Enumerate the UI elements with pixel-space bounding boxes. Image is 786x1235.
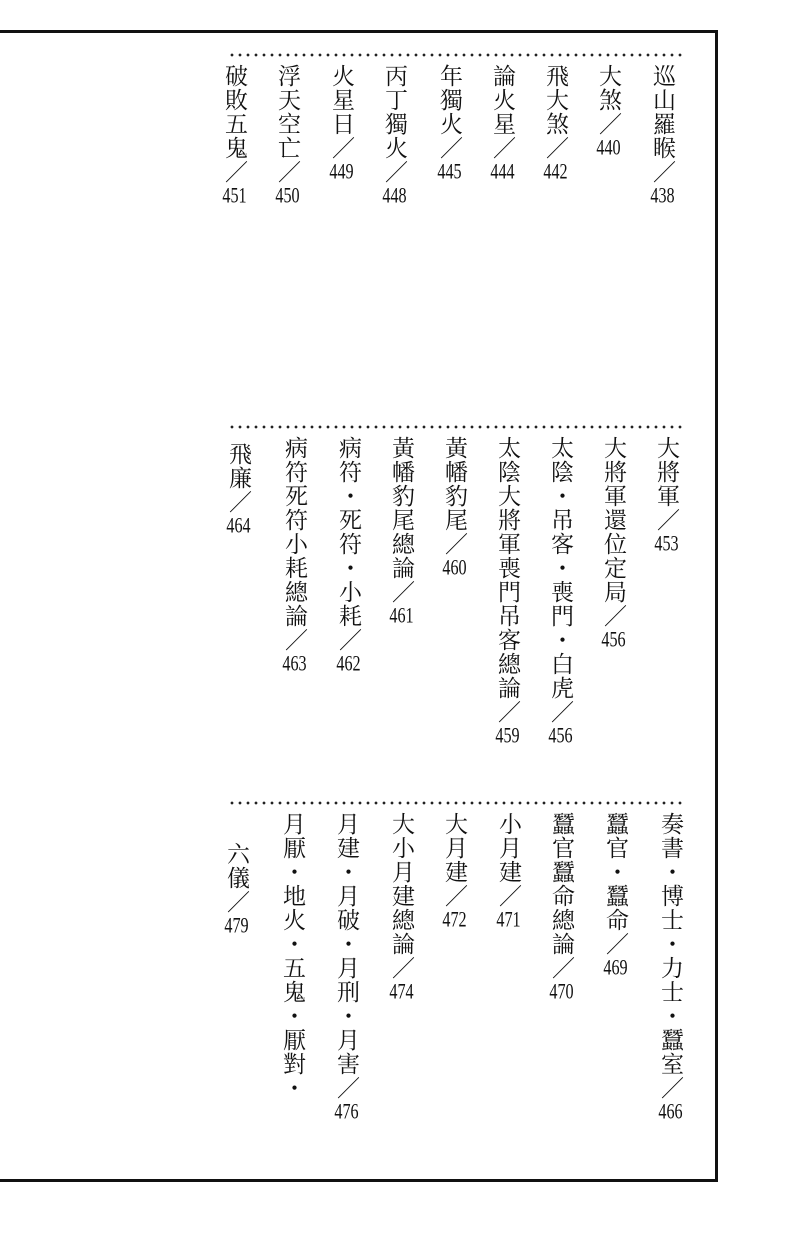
toc-entry[interactable]: [648, 64, 676, 206]
entry-title: 丙丁獨火: [381, 64, 407, 160]
toc-entry[interactable]: [435, 64, 463, 182]
toc-entry[interactable]: [380, 64, 408, 206]
toc-entry[interactable]: [278, 812, 306, 1100]
section-divider-2: [228, 424, 686, 430]
entry-title: 火星日: [328, 64, 354, 136]
slash: ／: [388, 956, 414, 980]
slash: ／: [649, 160, 675, 184]
toc-entry[interactable]: [656, 812, 684, 1122]
entry-title: 蠶官・蠶命: [602, 812, 628, 932]
toc-entry[interactable]: [488, 64, 516, 182]
page-number: 459: [495, 724, 520, 746]
page-number: 444: [490, 160, 515, 182]
entry-title: 奏書・博士・力士・蠶室: [657, 812, 683, 1076]
page-number: 445: [437, 160, 462, 182]
page-number: 462: [336, 652, 361, 674]
entry-title: 太陰・吊客・喪門・白虎: [547, 436, 573, 700]
toc-entry[interactable]: [332, 812, 360, 1122]
page-number: 464: [226, 514, 251, 536]
page-number: 469: [603, 956, 628, 978]
page-number: 449: [329, 160, 354, 182]
slash: ／: [595, 112, 621, 136]
entry-title: 病符死符小耗總論: [281, 436, 307, 628]
slash: ／: [333, 1076, 359, 1100]
entry-title: 小月建: [495, 812, 521, 884]
page-number: 470: [549, 980, 574, 1002]
page-number: 456: [601, 628, 626, 650]
entry-title: 浮天空亡: [274, 64, 300, 160]
page-number: 440: [596, 136, 621, 158]
page-number: 461: [389, 604, 414, 626]
toc-entry[interactable]: [494, 812, 522, 930]
section-divider-1: [228, 52, 686, 58]
slash: ／: [441, 532, 467, 556]
slash: ／: [381, 160, 407, 184]
entry-title: 飛大煞: [542, 64, 568, 136]
page-number: 471: [496, 908, 521, 930]
toc-entry[interactable]: [222, 842, 250, 936]
toc-entry[interactable]: [327, 64, 355, 182]
slash: ／: [495, 884, 521, 908]
entry-title: 巡山羅睺: [649, 64, 675, 160]
slash: ／: [653, 508, 679, 532]
slash: ／: [223, 890, 249, 914]
toc-entry[interactable]: [599, 436, 627, 650]
toc-entry[interactable]: [546, 436, 574, 746]
toc-entry[interactable]: [440, 436, 468, 578]
entry-title: 病符・死符・小耗: [335, 436, 361, 628]
page-number: 474: [389, 980, 414, 1002]
page-number: 463: [282, 652, 307, 674]
page-number: 460: [442, 556, 467, 578]
slash: ／: [328, 136, 354, 160]
slash: ／: [602, 932, 628, 956]
entry-title: 黃幡豹尾: [441, 436, 467, 532]
slash: ／: [600, 604, 626, 628]
entry-title: 年獨火: [436, 64, 462, 136]
toc-entry[interactable]: [273, 64, 301, 206]
slash: ／: [388, 580, 414, 604]
toc-entry[interactable]: [387, 812, 415, 1002]
toc-entry[interactable]: [440, 812, 468, 930]
slash: ／: [225, 490, 251, 514]
toc-entry[interactable]: [493, 436, 521, 746]
slash: ／: [657, 1076, 683, 1100]
page-number: 450: [275, 184, 300, 206]
page-number: 438: [650, 184, 675, 206]
page-number: 442: [543, 160, 568, 182]
entry-title: 破敗五鬼: [221, 64, 247, 160]
slash: ／: [494, 700, 520, 724]
slash: ／: [489, 136, 515, 160]
entry-title: 六儀: [223, 842, 249, 890]
slash: ／: [547, 700, 573, 724]
page-number: 448: [382, 184, 407, 206]
entry-title: 大月建: [441, 812, 467, 884]
entry-title: 論火星: [489, 64, 515, 136]
toc-entry[interactable]: [220, 64, 248, 206]
entry-title: 蠶官蠶命總論: [548, 812, 574, 956]
page-number: 453: [654, 532, 679, 554]
entry-title: 大煞: [595, 64, 621, 112]
toc-entry[interactable]: [601, 812, 629, 978]
section-divider-3: [228, 800, 686, 806]
toc-entry[interactable]: [334, 436, 362, 674]
slash: ／: [335, 628, 361, 652]
slash: ／: [281, 628, 307, 652]
page-number: 466: [658, 1100, 683, 1122]
slash: ／: [542, 136, 568, 160]
slash: ／: [221, 160, 247, 184]
toc-entry[interactable]: [280, 436, 308, 674]
page-number: 456: [548, 724, 573, 746]
toc-entry[interactable]: [541, 64, 569, 182]
entry-title: 大小月建總論: [388, 812, 414, 956]
page-number: 476: [334, 1100, 359, 1122]
slash: ／: [274, 160, 300, 184]
page-number: 472: [442, 908, 467, 930]
toc-entry[interactable]: [652, 436, 680, 554]
toc-entry[interactable]: [594, 64, 622, 158]
toc-entry[interactable]: [387, 436, 415, 626]
entry-title: 飛廉: [225, 442, 251, 490]
entry-title: 太陰大將軍喪門吊客總論: [494, 436, 520, 700]
slash: ／: [548, 956, 574, 980]
entry-title: 黃幡豹尾總論: [388, 436, 414, 580]
toc-entry[interactable]: [224, 442, 252, 536]
page-number: 479: [224, 914, 249, 936]
slash: ／: [441, 884, 467, 908]
entry-title: 大將軍還位定局: [600, 436, 626, 604]
slash: ／: [436, 136, 462, 160]
toc-entry[interactable]: [547, 812, 575, 1002]
entry-title: 月厭・地火・五鬼・厭對・: [279, 812, 305, 1100]
entry-title: 大將軍: [653, 436, 679, 508]
page-number: 451: [222, 184, 247, 206]
entry-title: 月建・月破・月刑・月害: [333, 812, 359, 1076]
